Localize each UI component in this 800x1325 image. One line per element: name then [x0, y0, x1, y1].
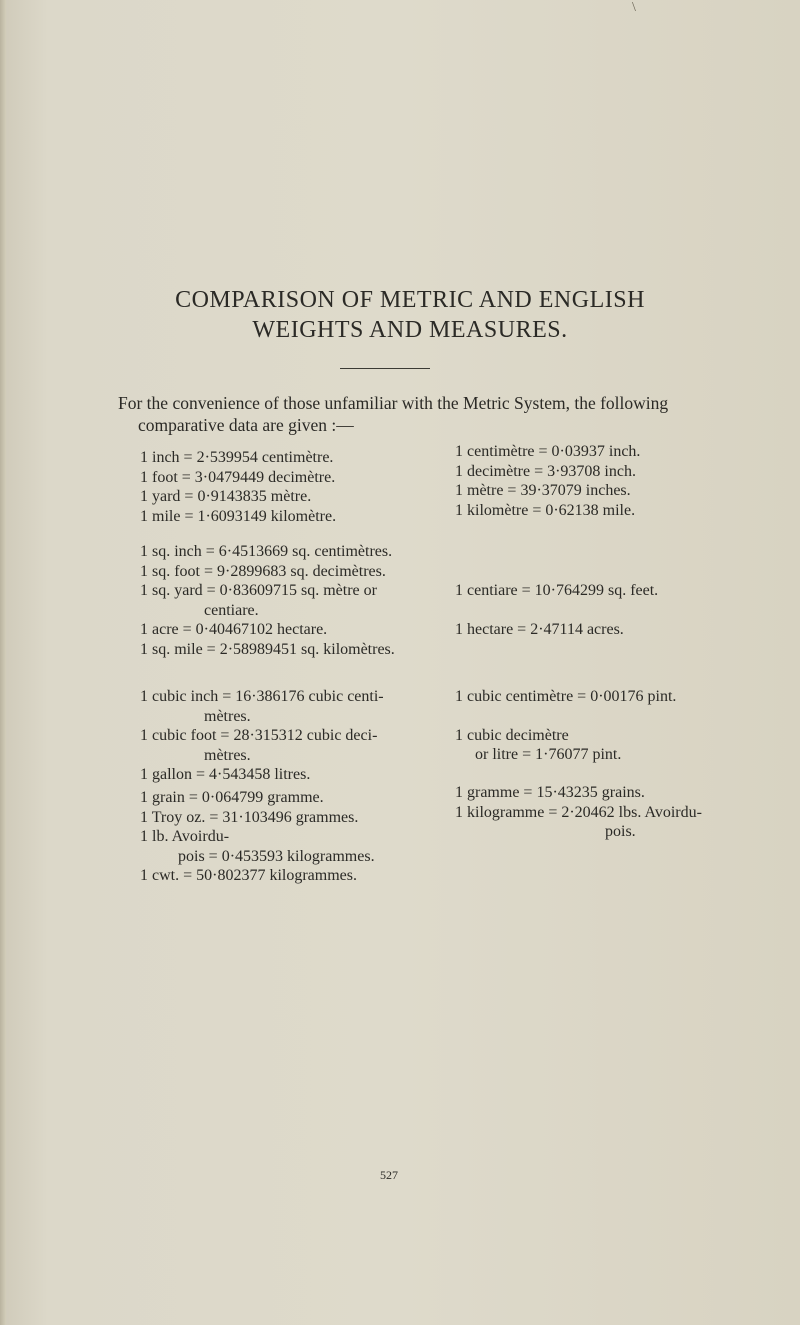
page-number: 527	[380, 1168, 398, 1182]
volume-english-row: mètres.	[204, 746, 251, 764]
heading-line-1: COMPARISON OF METRIC AND ENGLISH	[175, 287, 645, 313]
length-metric-row: 1 mètre = 39·37079 inches.	[455, 482, 631, 499]
weight-metric-row: 1 gramme = 15·43235 grains.	[455, 784, 645, 801]
volume-metric-row: 1 cubic decimètre	[455, 726, 569, 744]
intro-line-1: For the convenience of those unfamiliar with the Metric System, the following	[118, 393, 669, 413]
volume-english-row: 1 cubic inch = 16·386176 cubic centi-	[140, 688, 384, 705]
length-english-row: 1 inch = 2·539954 centimètre.	[140, 449, 334, 466]
area-english-row: centiare.	[204, 601, 259, 619]
top-mark: \	[632, 0, 636, 15]
volume-english-column	[140, 687, 432, 785]
area-english-row: 1 sq. yard = 0·83609715 sq. mètre or	[140, 582, 377, 599]
area-english-row: 1 acre = 0·40467102 hectare.	[140, 621, 328, 638]
area-english-row: 1 sq. mile = 2·58989451 sq. kilomètres.	[140, 640, 395, 658]
weight-english-row: 1 cwt. = 50·802377 kilogrammes.	[140, 867, 357, 884]
length-english-row: 1 foot = 3·0479449 decimètre.	[140, 468, 336, 486]
volume-metric-row: or litre = 1·76077 pint.	[475, 746, 622, 763]
weight-english-column	[140, 788, 432, 886]
volume-english-row: 1 cubic foot = 28·315312 cubic deci-	[140, 727, 378, 744]
weight-english-row: pois = 0·453593 kilogrammes.	[178, 847, 375, 865]
volume-metric-column	[455, 687, 775, 765]
weight-metric-row: 1 kilogramme = 2·20462 lbs. Avoirdu-	[455, 803, 702, 821]
page-heading	[60, 285, 760, 345]
weight-metric-column	[455, 783, 775, 842]
heading-line-2: WEIGHTS AND MEASURES.	[252, 317, 568, 343]
volume-english-row: 1 gallon = 4·543458 litres.	[140, 766, 311, 783]
intro-paragraph	[118, 392, 758, 436]
area-english-column	[140, 542, 432, 659]
length-metric-row: 1 centimètre = 0·03937 inch.	[455, 443, 641, 460]
volume-metric-row: 1 cubic centimètre = 0·00176 pint.	[455, 688, 677, 705]
weight-english-row: 1 lb. Avoirdu-	[140, 828, 230, 845]
area-metric-column	[455, 581, 775, 639]
length-english-column	[140, 448, 432, 526]
length-english-row: 1 yard = 0·9143835 mètre.	[140, 488, 312, 505]
length-metric-column	[455, 442, 775, 520]
area-metric-row: 1 hectare = 2·47114 acres.	[455, 620, 624, 638]
intro-line-2: comparative data are given :—	[138, 415, 354, 435]
length-english-row: 1 mile = 1·6093149 kilomètre.	[140, 507, 337, 525]
area-english-row: 1 sq. foot = 9·2899683 sq. decimètres.	[140, 562, 386, 580]
weight-english-row: 1 Troy oz. = 31·103496 grammes.	[140, 808, 359, 826]
weight-english-row: 1 grain = 0·064799 gramme.	[140, 789, 324, 806]
page-gutter	[0, 0, 6, 1325]
volume-english-row: mètres.	[204, 707, 251, 725]
heading-rule	[340, 368, 430, 369]
area-english-row: 1 sq. inch = 6·4513669 sq. centimètres.	[140, 543, 393, 560]
length-metric-row: 1 decimètre = 3·93708 inch.	[455, 462, 636, 480]
weight-metric-row: pois.	[605, 823, 636, 840]
area-metric-row: 1 centiare = 10·764299 sq. feet.	[455, 582, 659, 599]
length-metric-row: 1 kilomètre = 0·62138 mile.	[455, 501, 636, 519]
